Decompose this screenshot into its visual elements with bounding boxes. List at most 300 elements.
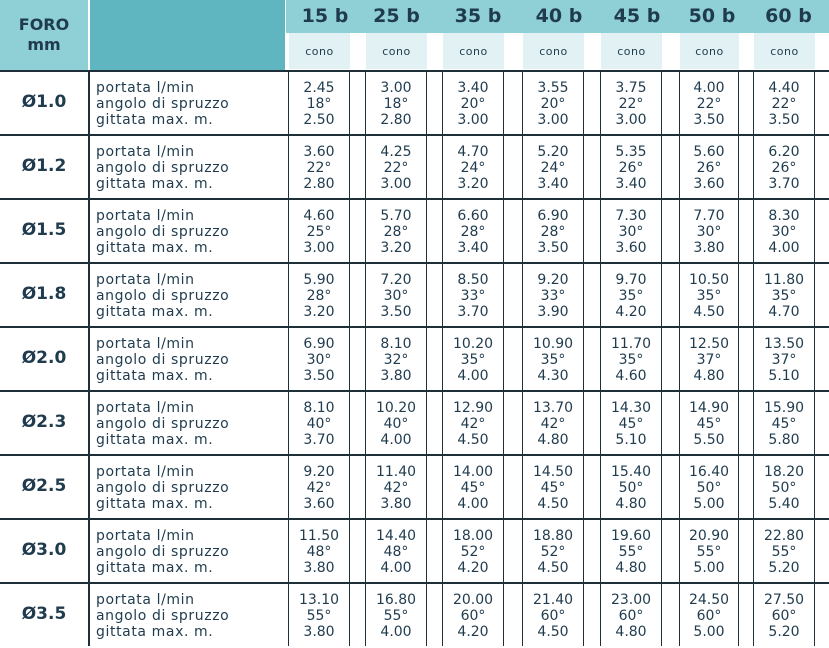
max-range: 3.20 [380, 240, 412, 256]
label-column-header [90, 0, 285, 70]
row-label: portata l/min [96, 144, 195, 160]
value-cell [600, 264, 662, 326]
flow-rate: 11.50 [298, 528, 340, 544]
max-range: 3.70 [303, 432, 335, 448]
value-cell [442, 456, 504, 518]
flow-rate: 4.25 [380, 144, 412, 160]
max-range: 4.00 [457, 368, 489, 384]
flow-rate: 4.70 [457, 144, 489, 160]
max-range: 3.50 [537, 240, 569, 256]
flow-rate: 5.20 [537, 144, 569, 160]
spray-angle: 22° [618, 96, 644, 112]
pressure-header-6: 50 b [688, 5, 736, 27]
flow-rate: 8.10 [380, 336, 412, 352]
flow-rate: 9.70 [615, 272, 647, 288]
column-divider [88, 262, 90, 326]
spray-angle: 32° [383, 352, 409, 368]
max-range: 3.50 [380, 304, 412, 320]
max-range: 4.20 [615, 304, 647, 320]
spray-angle: 50° [771, 480, 797, 496]
column-divider [88, 454, 90, 518]
pressure-header-3: 35 b [454, 5, 502, 27]
spray-angle: 60° [460, 608, 486, 624]
spray-angle: 60° [771, 608, 797, 624]
spray-angle: 45° [696, 416, 722, 432]
row-labels [96, 592, 286, 640]
max-range: 3.60 [615, 240, 647, 256]
flow-rate: 10.20 [452, 336, 494, 352]
value-cell [753, 264, 815, 326]
spray-angle: 42° [306, 480, 332, 496]
max-range: 3.50 [303, 368, 335, 384]
row-labels [96, 528, 286, 576]
flow-rate: 20.00 [452, 592, 494, 608]
row-labels [96, 144, 286, 192]
value-cell [600, 392, 662, 454]
max-range: 5.00 [693, 560, 725, 576]
flow-rate: 3.75 [615, 80, 647, 96]
spray-angle: 35° [696, 288, 722, 304]
row-label: gittata max. m. [96, 112, 214, 128]
foro-diameter: Ø1.0 [21, 92, 67, 112]
spray-angle: 35° [540, 352, 566, 368]
value-cell [600, 72, 662, 134]
foro-diameter: Ø3.5 [21, 604, 67, 624]
row-labels [96, 272, 286, 320]
max-range: 4.50 [537, 496, 569, 512]
spray-angle: 52° [460, 544, 486, 560]
row-label: gittata max. m. [96, 304, 214, 320]
value-cell [365, 264, 427, 326]
spray-angle: 60° [540, 608, 566, 624]
value-cell [522, 520, 584, 582]
value-cell [522, 456, 584, 518]
flow-rate: 3.60 [303, 144, 335, 160]
value-cell [365, 584, 427, 646]
row-label: gittata max. m. [96, 432, 214, 448]
column-divider [88, 390, 90, 454]
value-cell [288, 520, 350, 582]
spray-angle: 22° [383, 160, 409, 176]
spray-angle: 45° [771, 416, 797, 432]
row-label: gittata max. m. [96, 496, 214, 512]
flow-rate: 14.40 [375, 528, 417, 544]
flow-rate: 9.20 [537, 272, 569, 288]
flow-rate: 10.50 [688, 272, 730, 288]
spray-angle: 50° [696, 480, 722, 496]
flow-rate: 5.60 [693, 144, 725, 160]
spray-angle: 60° [696, 608, 722, 624]
cono-label: cono [522, 33, 584, 69]
max-range: 5.20 [768, 624, 800, 640]
flow-rate: 6.90 [537, 208, 569, 224]
flow-rate: 23.00 [610, 592, 652, 608]
max-range: 4.00 [380, 432, 412, 448]
value-cell [522, 584, 584, 646]
max-range: 4.30 [537, 368, 569, 384]
flow-rate: 10.90 [532, 336, 574, 352]
flow-rate: 13.10 [298, 592, 340, 608]
value-cell [442, 392, 504, 454]
spray-angle: 28° [460, 224, 486, 240]
flow-rate: 6.60 [457, 208, 489, 224]
max-range: 5.10 [615, 432, 647, 448]
spray-angle: 37° [771, 352, 797, 368]
value-cell [442, 584, 504, 646]
value-cell [288, 264, 350, 326]
row-label: angolo di spruzzo [96, 288, 230, 304]
spray-angle: 22° [771, 96, 797, 112]
max-range: 4.00 [768, 240, 800, 256]
max-range: 3.00 [537, 112, 569, 128]
max-range: 4.80 [615, 624, 647, 640]
value-cell [600, 584, 662, 646]
value-cell [288, 456, 350, 518]
spray-angle: 30° [771, 224, 797, 240]
max-range: 2.80 [380, 112, 412, 128]
row-label: angolo di spruzzo [96, 352, 230, 368]
value-cell [365, 456, 427, 518]
spray-angle: 30° [306, 352, 332, 368]
spray-angle: 50° [618, 480, 644, 496]
flow-rate: 8.30 [768, 208, 800, 224]
flow-rate: 11.80 [763, 272, 805, 288]
spray-angle: 55° [771, 544, 797, 560]
flow-rate: 3.00 [380, 80, 412, 96]
row-labels [96, 80, 286, 128]
row-label: portata l/min [96, 592, 195, 608]
spray-angle: 28° [540, 224, 566, 240]
value-cell [442, 136, 504, 198]
spray-angle: 26° [771, 160, 797, 176]
column-divider [88, 518, 90, 582]
value-cell [522, 264, 584, 326]
value-cell [753, 200, 815, 262]
spray-angle: 55° [306, 608, 332, 624]
spray-angle: 18° [306, 96, 332, 112]
max-range: 3.80 [380, 496, 412, 512]
value-cell [600, 136, 662, 198]
value-cell [679, 136, 739, 198]
row-labels [96, 208, 286, 256]
max-range: 3.70 [768, 176, 800, 192]
flow-rate: 15.90 [763, 400, 805, 416]
column-divider [88, 326, 90, 390]
flow-rate: 18.00 [452, 528, 494, 544]
max-range: 3.40 [457, 240, 489, 256]
value-cell [288, 392, 350, 454]
value-cell [679, 520, 739, 582]
row-label: gittata max. m. [96, 624, 214, 640]
flow-rate: 21.40 [532, 592, 574, 608]
flow-rate: 19.60 [610, 528, 652, 544]
value-cell [442, 328, 504, 390]
max-range: 5.00 [693, 624, 725, 640]
value-cell [288, 328, 350, 390]
spray-angle: 33° [460, 288, 486, 304]
flow-rate: 24.50 [688, 592, 730, 608]
max-range: 4.70 [768, 304, 800, 320]
spray-angle: 42° [460, 416, 486, 432]
max-range: 4.50 [457, 432, 489, 448]
foro-diameter: Ø1.5 [21, 220, 67, 240]
value-cell [753, 392, 815, 454]
flow-rate: 14.50 [532, 464, 574, 480]
flow-rate: 13.50 [763, 336, 805, 352]
row-label: angolo di spruzzo [96, 416, 230, 432]
max-range: 5.00 [693, 496, 725, 512]
value-cell [288, 72, 350, 134]
flow-rate: 18.80 [532, 528, 574, 544]
flow-rate: 11.70 [610, 336, 652, 352]
pressure-header-5: 45 b [613, 5, 661, 27]
flow-rate: 4.00 [693, 80, 725, 96]
max-range: 3.60 [303, 496, 335, 512]
value-cell [442, 72, 504, 134]
cono-label: cono [679, 33, 739, 69]
flow-rate: 5.90 [303, 272, 335, 288]
max-range: 4.50 [537, 624, 569, 640]
spray-angle: 30° [696, 224, 722, 240]
value-cell [288, 200, 350, 262]
spray-angle: 55° [618, 544, 644, 560]
row-label: portata l/min [96, 528, 195, 544]
max-range: 3.90 [537, 304, 569, 320]
value-cell [600, 456, 662, 518]
pressure-header-4: 40 b [535, 5, 583, 27]
spray-angle: 35° [618, 288, 644, 304]
row-label: portata l/min [96, 272, 195, 288]
spray-angle: 42° [383, 480, 409, 496]
foro-header-unit: mm [27, 35, 61, 54]
max-range: 4.80 [693, 368, 725, 384]
value-cell [679, 392, 739, 454]
spray-angle: 35° [618, 352, 644, 368]
flow-rate: 14.00 [452, 464, 494, 480]
max-range: 2.80 [303, 176, 335, 192]
max-range: 3.60 [693, 176, 725, 192]
max-range: 3.20 [457, 176, 489, 192]
foro-diameter: Ø2.0 [21, 348, 67, 368]
spray-angle: 35° [460, 352, 486, 368]
row-label: angolo di spruzzo [96, 96, 230, 112]
row-labels [96, 400, 286, 448]
max-range: 5.80 [768, 432, 800, 448]
column-divider [88, 70, 90, 134]
flow-rate: 16.40 [688, 464, 730, 480]
flow-rate: 4.40 [768, 80, 800, 96]
foro-diameter: Ø2.3 [21, 412, 67, 432]
max-range: 3.70 [457, 304, 489, 320]
max-range: 3.80 [693, 240, 725, 256]
flow-rate: 10.20 [375, 400, 417, 416]
row-label: angolo di spruzzo [96, 544, 230, 560]
max-range: 3.20 [303, 304, 335, 320]
flow-rate: 9.20 [303, 464, 335, 480]
spray-angle: 45° [460, 480, 486, 496]
max-range: 4.20 [457, 560, 489, 576]
flow-rate: 8.10 [303, 400, 335, 416]
value-cell [365, 328, 427, 390]
row-label: portata l/min [96, 80, 195, 96]
flow-rate: 5.35 [615, 144, 647, 160]
flow-rate: 14.30 [610, 400, 652, 416]
cono-label: cono [600, 33, 662, 69]
flow-rate: 27.50 [763, 592, 805, 608]
value-cell [442, 520, 504, 582]
value-cell [365, 136, 427, 198]
spray-angle: 55° [696, 544, 722, 560]
max-range: 4.50 [537, 560, 569, 576]
value-cell [600, 328, 662, 390]
spray-angle: 33° [540, 288, 566, 304]
max-range: 3.00 [380, 176, 412, 192]
flow-rate: 8.50 [457, 272, 489, 288]
max-range: 4.20 [457, 624, 489, 640]
max-range: 4.80 [615, 496, 647, 512]
flow-rate: 5.70 [380, 208, 412, 224]
value-cell [753, 72, 815, 134]
spray-angle: 26° [618, 160, 644, 176]
row-label: angolo di spruzzo [96, 160, 230, 176]
row-label: gittata max. m. [96, 368, 214, 384]
value-cell [522, 72, 584, 134]
flow-rate: 6.90 [303, 336, 335, 352]
spray-angle: 24° [460, 160, 486, 176]
max-range: 3.40 [537, 176, 569, 192]
max-range: 4.50 [693, 304, 725, 320]
spray-angle: 25° [306, 224, 332, 240]
value-cell [522, 200, 584, 262]
max-range: 3.00 [457, 112, 489, 128]
value-cell [288, 136, 350, 198]
flow-rate: 14.90 [688, 400, 730, 416]
value-cell [522, 136, 584, 198]
spray-angle: 28° [306, 288, 332, 304]
column-divider [88, 134, 90, 198]
max-range: 3.00 [615, 112, 647, 128]
value-cell [753, 584, 815, 646]
spray-angle: 60° [618, 608, 644, 624]
flow-rate: 13.70 [532, 400, 574, 416]
value-cell [442, 200, 504, 262]
pressure-header-2: 25 b [373, 5, 420, 27]
max-range: 3.80 [303, 560, 335, 576]
flow-rate: 3.40 [457, 80, 489, 96]
flow-rate: 12.50 [688, 336, 730, 352]
spray-angle: 48° [383, 544, 409, 560]
max-range: 5.40 [768, 496, 800, 512]
row-label: gittata max. m. [96, 176, 214, 192]
flow-rate: 12.90 [452, 400, 494, 416]
value-cell [600, 200, 662, 262]
value-cell [365, 72, 427, 134]
flow-rate: 7.20 [380, 272, 412, 288]
max-range: 2.50 [303, 112, 335, 128]
pressure-header-1: 15 b [301, 5, 349, 27]
max-range: 4.80 [615, 560, 647, 576]
value-cell [288, 584, 350, 646]
spray-angle: 55° [383, 608, 409, 624]
value-cell [679, 456, 739, 518]
row-labels [96, 464, 286, 512]
cono-label: cono [288, 33, 350, 69]
flow-rate: 16.80 [375, 592, 417, 608]
value-cell [365, 520, 427, 582]
value-cell [753, 456, 815, 518]
row-label: portata l/min [96, 464, 195, 480]
max-range: 5.10 [768, 368, 800, 384]
row-label: portata l/min [96, 208, 195, 224]
row-labels [96, 336, 286, 384]
spray-angle: 30° [618, 224, 644, 240]
value-cell [753, 520, 815, 582]
flow-rate: 6.20 [768, 144, 800, 160]
max-range: 4.80 [537, 432, 569, 448]
cono-label: cono [753, 33, 815, 69]
column-divider [88, 198, 90, 262]
flow-rate: 11.40 [375, 464, 417, 480]
row-label: gittata max. m. [96, 560, 214, 576]
value-cell [679, 72, 739, 134]
value-cell [522, 328, 584, 390]
flow-rate: 7.30 [615, 208, 647, 224]
row-label: angolo di spruzzo [96, 608, 230, 624]
value-cell [600, 520, 662, 582]
max-range: 3.00 [303, 240, 335, 256]
flow-rate: 2.45 [303, 80, 335, 96]
max-range: 3.50 [693, 112, 725, 128]
value-cell [679, 200, 739, 262]
foro-diameter: Ø2.5 [21, 476, 67, 496]
pressure-header-7: 60 b [765, 5, 812, 27]
cono-label: cono [442, 33, 504, 69]
value-cell [753, 328, 815, 390]
flow-rate: 18.20 [763, 464, 805, 480]
spray-angle: 28° [383, 224, 409, 240]
spray-angle: 45° [540, 480, 566, 496]
spray-angle: 20° [460, 96, 486, 112]
spray-angle: 20° [540, 96, 566, 112]
max-range: 3.50 [768, 112, 800, 128]
spray-angle: 40° [383, 416, 409, 432]
max-range: 3.80 [380, 368, 412, 384]
row-label: gittata max. m. [96, 240, 214, 256]
flow-rate: 4.60 [303, 208, 335, 224]
value-cell [442, 264, 504, 326]
max-range: 5.50 [693, 432, 725, 448]
spray-angle: 30° [383, 288, 409, 304]
value-cell [679, 264, 739, 326]
spray-angle: 18° [383, 96, 409, 112]
row-label: portata l/min [96, 400, 195, 416]
spray-angle: 26° [696, 160, 722, 176]
max-range: 3.40 [615, 176, 647, 192]
value-cell [753, 136, 815, 198]
spray-angle: 22° [696, 96, 722, 112]
value-cell [365, 392, 427, 454]
flow-rate: 22.80 [763, 528, 805, 544]
foro-diameter: Ø1.2 [21, 156, 67, 176]
value-cell [522, 392, 584, 454]
spray-angle: 48° [306, 544, 332, 560]
spray-angle: 45° [618, 416, 644, 432]
spray-angle: 37° [696, 352, 722, 368]
foro-column-header [0, 0, 88, 70]
spray-angle: 35° [771, 288, 797, 304]
foro-header-title: FORO [18, 15, 70, 34]
flow-rate: 15.40 [610, 464, 652, 480]
